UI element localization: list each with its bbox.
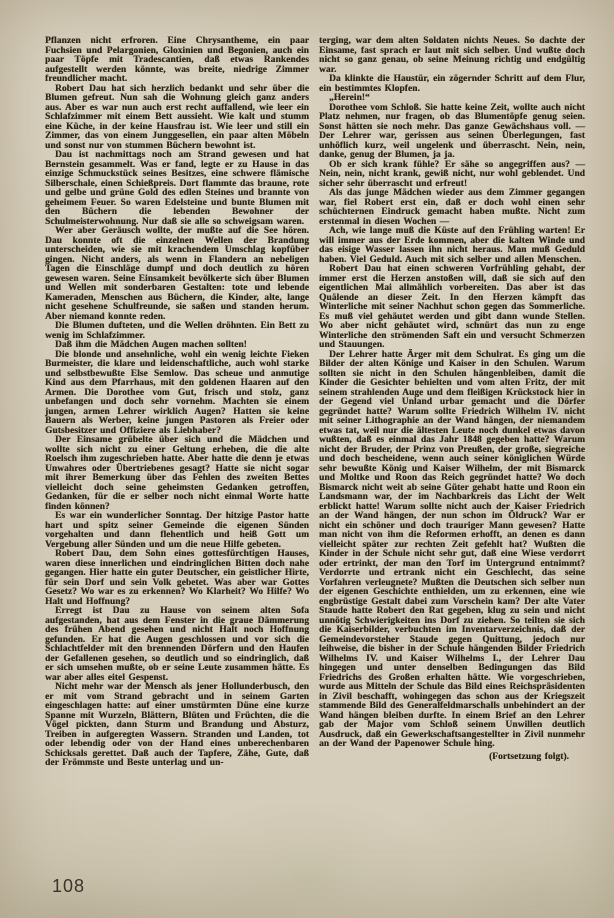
paragraph: Erregt ist Dau zu Hause von seinem alten Sofa aufgestanden, hat aus dem Fenster in die graue Dämmerung des frühen Abend gesehen und nicht Halt noch Hoffnung gefunden. Er hat die Augen geschlossen und vor sich die Schlachtfelder mit den brennenden Dörfern und den Haufen der Gefallenen gesehen, so deutlich und so eindringlich, daß er sich umsehen mußte, ob er seine Leute zusammen hätte. Es war aber alles eitel Gespenst. — [45, 606, 309, 683]
page-number: 108 — [52, 876, 86, 896]
continuation-note: (Fortsetzung folgt). — [488, 751, 569, 762]
paragraph: Daß ihm die Mädchen Augen machen sollten! — [55, 340, 247, 350]
paragraph: Robert Dau hat sich herzlich bedankt und sehr über die Blumen gefreut. Nun sah die Wohnung gleich ganz anders aus. Aber es war nun auch erst recht auffallend, wie leer ein Schlafzimmer mit einem Bett aussieht. Wie kalt und stumm eine Küche, in der keine Hausfrau ist. Wie leer und still ein Zimmer, das von einem Junggesellen, ein paar alten Möbeln und sonst nur von stummen Büchern bewohnt ist. — [45, 83, 309, 151]
paragraph: Ach, wie lange muß die Küste auf den Frühling warten! Er will immer aus der Erde kommen, aber die kalten Winde und das eisige Wasser lassen ihn nicht heraus. Man muß Geduld haben. Viel Geduld. Auch mit sich selber und allen Menschen. — [319, 226, 585, 265]
paragraph: Robert Dau hat einen schweren Vorfrühling gehabt, der immer erst die Herzen anstoßen will, daß sie sich auf den eigentlichen Mai allmählich vorbereiten. Das aber ist das Quälende an dieser Zeit. In den Herzen kämpft das Winterliche mit seiner Nachhut schon gegen das Sommerliche. Es muß viel gehäutet werden und gibt dann wunde Stellen. Wo aber nicht gehäutet wird, schnürt das nun zu enge Winterliche den strömenden Saft ein und versucht Schmerzen und Stauungen. — [319, 264, 585, 350]
paragraph: Die blonde und ansehnliche, wohl ein wenig leichte Fieken Burmeister, die klare und leidenschaftliche, auch wohl starke und selbstbewußte Else Semlow. Das scheue und anmutige Kind aus dem Pfarrhaus, mit den goldenen Haaren auf den Armen. Die Dorothee vom Gut, frisch und stolz, ganz unbefangen und doch sehr vornehm. Machten sie einem jungen, armen Lehrer wirklich Augen? Hatten sie keine Bauern als Werber, keine jungen Pastoren als Freier oder Gutsbesitzer und Offiziere als Liebhaber? — [45, 349, 309, 436]
paragraph: Pflanzen nicht erfroren. Eine Chrysantheme, ein paar Fuchsien und Pelargonien, Gloxinien und Begonien, auch ein paar Töpfe mit Tradescantien, daß etwas Rankendes aufgestellt werden könnte, was breite, niedrige Zimmer freundlicher macht. — [45, 36, 309, 84]
paragraph: terging, war dem alten Soldaten nichts Neues. So dachte der Einsame, fast sprach er laut mit sich selber. Und wußte doch nicht so ganz genau, ob seine Meinung richtig und endgültig war. — [319, 36, 585, 75]
paragraph: Als das junge Mädchen wieder aus dem Zimmer gegangen war, fiel Robert erst ein, daß er doch wohl einen sehr schüchternen Eindruck gemacht haben mußte. Nicht zum erstenmal in diesen Wochen — — [319, 188, 585, 227]
paragraph: Wer aber Geräusch wollte, der mußte auf die See hören. Dau konnte oft die einzelnen Wellen der Brandung unterscheiden, wie sie mit krachendem Umschlag kopfüber gingen. Nicht anders, als wenn in Flandern an nebeligen Tagen die Einschläge dumpf und doch deutlich zu hören gewesen waren. Seine Einsamkeit bevölkerte sich über Blumen und Wellen mit sonderbaren Gestalten: tote und lebende Kameraden, Menschen aus Büchern, die Kinder, alte, lange nicht gesehene Schulfreunde, sie saßen und standen herum. Aber niemand konnte reden. — [45, 226, 309, 322]
paragraph: „Herein!“ — [329, 93, 370, 103]
paragraph: Die Blumen dufteten, und die Wellen dröhnten. Ein Bett zu wenig im Schlafzimmer. — [45, 321, 309, 341]
paragraph: Es war ein wunderlicher Sonntag. Der hitzige Pastor hatte hart und spitz seiner Gemeinde die eigenen Sünden vorgehalten und dann flehentlich und heiß Gott um Vergebung aller Sünden und um die neue Hilfe gebeten. — [45, 511, 309, 550]
paragraph: Da klinkte die Haustür, ein zögernder Schritt auf dem Flur, ein bestimmtes Klopfen. — [319, 74, 585, 94]
text-column-left — [45, 37, 309, 769]
paragraph: Dau ist nachmittags noch am Strand gewesen und hat Bernstein gesammelt. Was er fand, legte er zu Hause in das einzige Schmuckstück seines Besitzes, eine schwere flämische Silberschale, einen Schießpreis. Dort flammte das braune, rote und gelbe und grüne Gold des edlen Steines und brannte von geheimem Feuer. So waren Edelsteine und bunte Blumen mit den Büchern die lebenden Bewohner der Schulmeisterwohnung. Nur daß sie alle so schweigsam waren. — [45, 150, 309, 227]
paragraph: Der Lehrer hatte Ärger mit dem Schulrat. Es ging um die Bilder der alten Könige und Kaiser in den Schulen. Warum sollten sie nicht in den Schulen hängenbleiben, damit die Kinder die Gesichter behielten und vom alten Fritz, der mit seinem strahlenden Auge und dem fleißigen Krückstock hier in der Gegend viel Unland urbar gemacht und die Dörfer gegründet hatte? Warum sollte Friedrich Wilhelm IV. nicht mit seiner Lithographie an der Wand hängen, der niemandem etwas tat, weil nur die ältesten Leute noch dunkel etwas davon wußten, daß es einmal das Jahr 1848 gegeben hatte? Warum nicht der Bruder, der Prinz von Preußen, der große, siegreiche und doch bescheidene, wenn auch seiner königlichen Würde sehr bewußte König und Kaiser Wilhelm, der mit Bismarck und Moltke und Roon das Reich gegründet hatte? Wo doch Bismarck nicht weit ab seine Güter gehabt hatte und Roon ein Landsmann war, der im Nachbarkreis das Licht der Welt erblickt hatte! Warum sollte nicht auch der Kaiser Friedrich an der Wand hängen, der nun schon im Öldruck? War er nicht ein schöner und doch trauriger Mann gewesen? Hatte man nicht von ihm die Reformen erhofft, an denen es dann vielleicht später zur rechten Zeit gefehlt hat? Wußten die Kinder in der Schule nicht sehr gut, daß eine Wiese verdorrt oder ertrinkt, der man den Torf im Untergrund entnimmt? Verdorrte und ertrank nicht ein Geschlecht, das seine Vorfahren verleugnete? Mußten die Deutschen sich selber nun der eigenen Geschichte enthielden, um zu erkennen, eine wie engbrüstige Gestalt dabei zum Vorschein kam? Der alte Vater Staude hatte Robert den Rat gegeben, klug zu sein und nicht unnötig Schwierigkeiten ins Dorf zu ziehen. So teilten sie sich die Kaiserbilder, verbuchten im Inventarverzeichnis, daß der Gemeindevorsteher Staude gegen Quittung, jedoch nur leihweise, die bisher in der Schule hängenden Bilder Friedrich Wilhelms IV. und Kaiser Wilhelms I., der Lehrer Dau hingegen und unter denselben Bedingungen das Bild Friedrichs des Großen erhalten hätte. Wie vorgeschrieben, wurde aus Mitteln der Schule das Bild eines Reichspräsidenten in Zivil beschafft, wohingegen das schon aus der Kriegszeit stammende Bild des Generalfeldmarschalls unbehindert an der Wand hängen bleiben durfte. In einem Brief an den Lehrer gab der Major vom Schloß seinem Unwillen deutlich Ausdruck, daß ein Gewerkschaftsangestellter in Zivil nunmehr an der Wand der Papenower Schule hing. — [319, 349, 585, 749]
paragraph: Dorothee vom Schloß. Sie hatte keine Zeit, wollte auch nicht Platz nehmen, nur fragen, ob das Blumentöpfe genug seien. Sonst hätten sie noch mehr. Das ganze Gewächshaus voll. — Der Lehrer war, gerissen aus seinen Überlegungen, fast unhöflich kurz, weil ungelenk und überrascht. Nein, nein, danke, genug der Blumen, ja ja. — [319, 102, 585, 160]
paragraph: Der Einsame grübelte über sich und die Mädchen und wollte sich nicht zu einer Geltung erheben, die die alte Roelsch ihm zugeschrieben hatte. Aber hatte die denn je etwas Unwahres oder Übertriebenes gesagt? Hatte sie nicht sogar mit ihrer Bemerkung über das Fehlen des zweiten Bettes vielleicht doch seine geheimsten Gedanken getroffen, Gedanken, für die er selber noch nicht einmal Worte hatte finden können? — [45, 435, 309, 512]
paragraph: Robert Dau, dem Sohn eines gottesfürchtigen Hauses, waren diese innerlichen und eindringlichen Bitten doch nahe gegangen. Hier hatte ein guter Deutscher, ein geistlicher Hirte, für sein Dorf und sein Volk gebetet. Was aber war Gottes Gesetz? Wo war es zu erkennen? Wo Klarheit? Wo Hilfe? Wo Halt und Hoffnung? — [45, 549, 309, 607]
paragraph: Ob er sich krank fühle? Er sähe so angegriffen aus? — Nein, nein, nicht krank, gewiß nicht, nur wohl geblendet. Und sicher sehr überrascht und erfreut! — [319, 159, 585, 189]
paragraph: Nicht mehr war der Mensch als jener Hollunderbusch, den er mit vom Strand gebracht und in seinem Garten eingeschlagen hatte: auf einer umstürmten Düne eine kurze Spanne mit Wurzeln, Blättern, Blüten und Früchten, die die Vögel pickten, dann Sturm und Brandung und Absturz, Treiben in aufgeregten Wassern. Stranden und Landen, tot oder lebendig oder von der Hand eines unberechenbaren Schicksals gerettet. Daß auch der Tapfere, Zähe, Gute, daß der Frömmste und Beste unterlag und un- — [45, 682, 309, 768]
text-column-right — [319, 37, 585, 762]
